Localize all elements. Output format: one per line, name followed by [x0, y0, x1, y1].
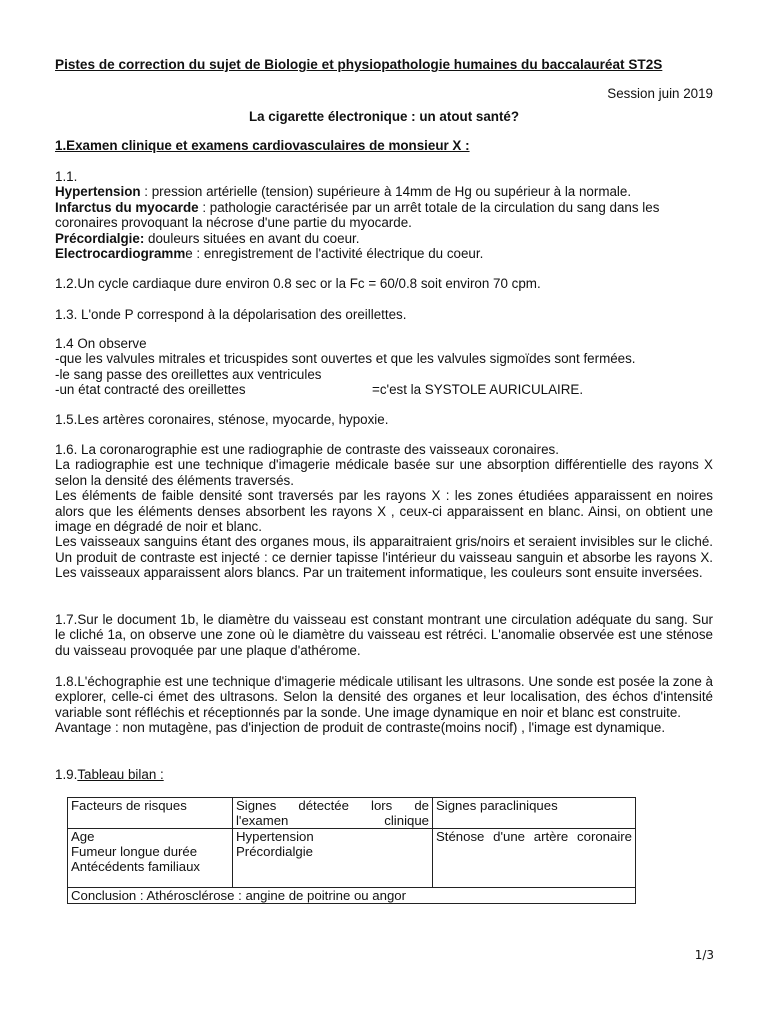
q1-8-p2: Avantage : non mutagène, pas d'injection de produit de contraste(moins nocif) , l'image est dynamique. — [55, 720, 666, 736]
q1-4-line1: -que les valvules mitrales et tricuspides sont ouvertes et que les valvules sigmoïdes sont fermées. — [55, 351, 636, 367]
header-paraclinical-signs: Signes paracliniques — [433, 798, 636, 829]
question-1-5: 1.5.Les artères coronaires, sténose, myocarde, hypoxie. — [55, 412, 389, 427]
definition-ecg — [55, 246, 713, 261]
q1-4-intro: 1.4 On observe — [55, 336, 147, 351]
q1-9-number: 1.9. — [55, 767, 78, 782]
session-date: Session juin 2019 — [607, 86, 713, 101]
table-row — [68, 829, 636, 888]
question-1-4 — [55, 336, 713, 398]
cell-risk-factors — [68, 829, 233, 888]
header-clinical-signs: Signes détectée lors de l'examen clinique — [233, 798, 433, 829]
clinical-sign: Précordialgie — [236, 844, 313, 859]
question-1-9 — [55, 767, 713, 782]
q1-6-p2: La radiographie est une technique d'imagerie médicale basée sur une absorption différentielle des rayons X selon la densité des éléments traversés. — [55, 457, 713, 488]
page-number: 1/3 — [694, 948, 714, 962]
header-risk-factors: Facteurs de risques — [68, 798, 233, 829]
risk-factor: Fumeur longue durée — [71, 844, 198, 859]
q1-8-p1: 1.8.L'échographie est une technique d'imagerie médicale utilisant les ultrasons. Une sonde est posée la zone à explorer, celle-ci émet des ultrasons. Selon la densité des organes et leur localisation, des échos d'intensité variable sont réfléchis et réceptionnés par la sonde. Une image dynamique en noir et blanc est construite. — [55, 674, 713, 720]
question-1-8 — [55, 674, 713, 736]
question-1-3: 1.3. L'onde P correspond à la dépolarisation des oreillettes. — [55, 307, 407, 322]
definition-text: : pathologie caractérisée par un arrêt totale de la circulation du sang dans les coronaires provoquant la nécrose d'une partie du myocarde. — [55, 199, 660, 231]
q1-6-p4: Les vaisseaux sanguins étant des organes mous, ils apparaitraient gris/noirs et seraient invisibles sur le cliché. Un produit de contraste est injecté : ce dernier tapisse l'intérieur du vaisseau sanguin et absorbe les rayons X. Les vaisseaux apparaissent alors blancs. Par un traitement informatique, les couleurs sont ensuite inversées. — [55, 534, 713, 581]
q1-4-conclusion: =c'est la SYSTOLE AURICULAIRE. — [372, 382, 584, 398]
question-number: 1.1. — [55, 169, 78, 184]
q1-6-p1: 1.6. La coronarographie est une radiographie de contraste des vaisseaux coronaires. — [55, 442, 559, 457]
question-1-2: 1.2.Un cycle cardiaque dure environ 0.8 sec or la Fc = 60/0.8 soit environ 70 cpm. — [55, 276, 541, 291]
definition-infarctus — [55, 200, 713, 231]
clinical-sign: Hypertension — [236, 829, 314, 844]
table-conclusion: Conclusion : Athérosclérose : angine de poitrine ou angor — [68, 888, 636, 904]
q1-9-label: Tableau bilan : — [77, 767, 164, 782]
question-1-1 — [55, 169, 713, 261]
q1-4-line3-text: -un état contracté des oreillettes — [55, 382, 246, 398]
summary-table — [67, 797, 636, 904]
q1-4-line3 — [55, 382, 713, 397]
term: Electrocardiogramm — [55, 246, 186, 262]
question-1-7: 1.7.Sur le document 1b, le diamètre du vaisseau est constant montrant une circulation adéquate du sang. Sur le cliché 1a, on observe une zone où le diamètre du vaisseau est rétréci. L'anomalie observée est une sténose du vaisseau provoquée par une plaque d'athérome. — [55, 612, 713, 658]
question-1-6 — [55, 442, 713, 581]
section-heading: 1.Examen clinique et examens cardiovasculaires de monsieur X : — [55, 138, 470, 153]
definition-text: : pression artérielle (tension) supérieure à 14mm de Hg ou supérieur à la normale. — [140, 184, 632, 200]
definition-precordialgie — [55, 231, 713, 246]
document-title: Pistes de correction du sujet de Biologie et physiopathologie humaines du baccalauréat ST2S — [55, 57, 663, 72]
term: Précordialgie: — [55, 230, 145, 246]
definition-text: e : enregistrement de l'activité électrique du coeur. — [185, 246, 484, 262]
table-conclusion-row — [68, 888, 636, 904]
term: Hypertension — [55, 184, 141, 200]
cell-clinical-signs — [233, 829, 433, 888]
cell-paraclinical-signs: Sténose d'une artère coronaire — [433, 829, 636, 888]
definition-hypertension — [55, 184, 713, 199]
risk-factor: Antécédents familiaux — [71, 859, 201, 874]
document-subtitle: La cigarette électronique : un atout santé? — [248, 109, 520, 124]
risk-factor: Age — [71, 829, 95, 844]
table-header-row — [68, 798, 636, 829]
q1-6-p3: Les éléments de faible densité sont traversés par les rayons X : les zones étudiées apparaissent en noires alors que les éléments denses absorbent les rayons X , ceux-ci apparaissent en blanc. Ainsi, on obtient une image en dégradé de noir et blanc. — [55, 488, 713, 535]
term: Infarctus du myocarde — [55, 199, 199, 215]
q1-4-line2: -le sang passe des oreillettes aux ventricules — [55, 366, 322, 382]
definition-text: douleurs situées en avant du coeur. — [144, 230, 360, 246]
